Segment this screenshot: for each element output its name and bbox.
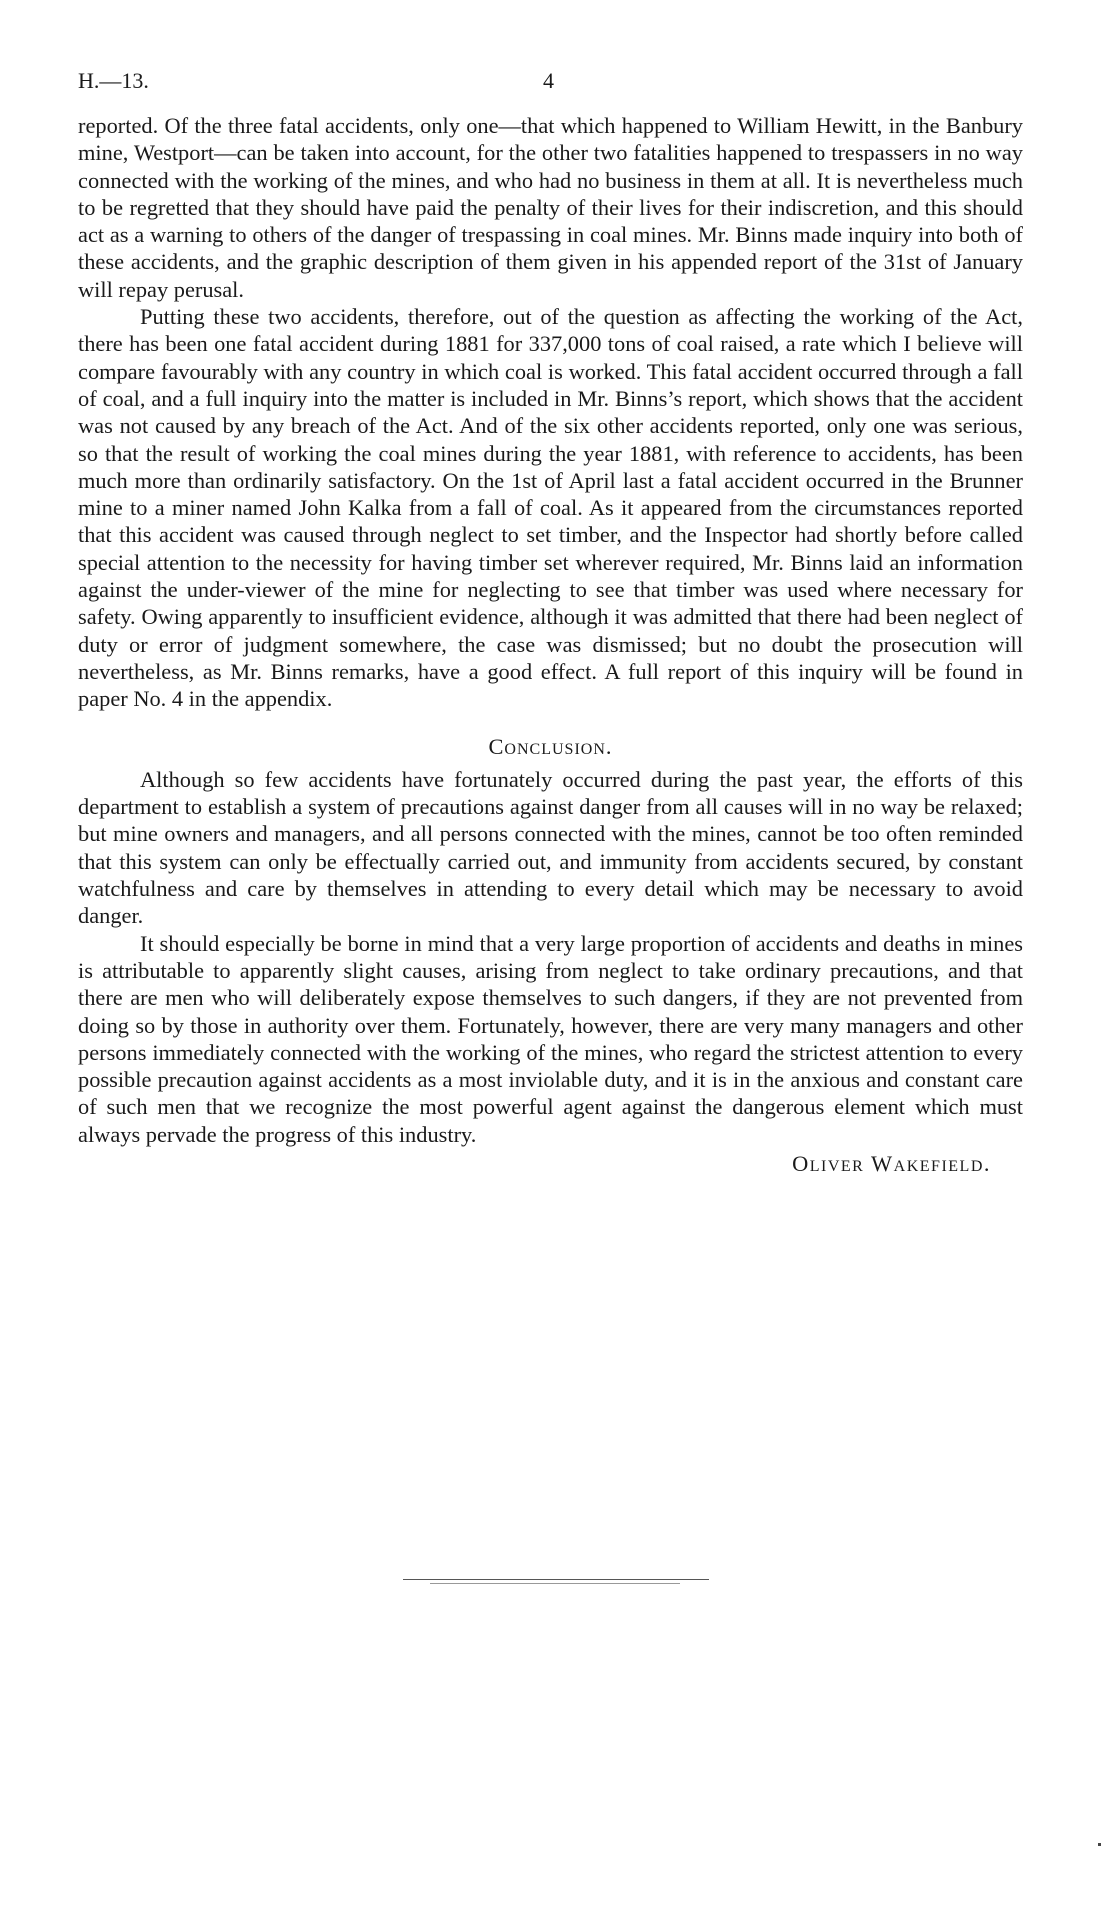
page-header <box>78 68 1023 98</box>
document-reference: H.—13. <box>78 68 149 93</box>
end-rule <box>403 1579 709 1580</box>
paragraph-conclusion-1: Although so few accidents have fortunately occurred during the past year, the efforts of this department to establish a system of precautions against danger from all causes will in no way be relaxed; but mine owners and managers, and all persons connected with the mines, cannot be too often reminded that this system can only be effectually carried out, and immunity from accidents secured, by constant watchfulness and care by themselves in attending to every detail which may be necessary to avoid danger. <box>78 766 1023 929</box>
end-rule-secondary <box>430 1583 680 1584</box>
page-number: 4 <box>543 68 554 93</box>
section-heading-conclusion: Conclusion. <box>488 733 613 759</box>
paragraph-conclusion-2: It should especially be borne in mind that a very large proportion of accidents and deaths in mines is attributable to apparently slight causes, arising from neglect to take ordinary precautions, and that there are men who will deliberately expose themselves to such dangers, if they are not prevented from doing so by those in authority over them. Fortunately, however, there are very many managers and other persons immediately connected with the working of the mines, who regard the strictest attention to every possible precaution against accidents as a most inviolable duty, and it is in the anxious and constant care of such men that we recognize the most powerful agent against the dangerous element which must always pervade the progress of this industry. <box>78 930 1023 1147</box>
paragraph-fatal-accidents: Putting these two accidents, therefore, out of the question as affecting the working of the Act, there has been one fatal accident during 1881 for 337,000 tons of coal raised, a rate which I believe will compare favourably with any country in which coal is worked. This fatal accident occurred through a fall of coal, and a full inquiry into the matter is included in Mr. Binns’s report, which shows that the accident was not caused by any breach of the Act. And of the six other accidents reported, only one was serious, so that the result of working the coal mines during the year 1881, with reference to accidents, has been much more than ordinarily satisfactory. On the 1st of April last a fatal accident occurred in the Brunner mine to a miner named John Kalka from a fall of coal. As it appeared from the circumstances reported that this accident was caused through neglect to set timber, and the Inspector had shortly before called special attention to the necessity for having timber set wherever required, Mr. Binns laid an information against the under-viewer of the mine for neglecting to see that timber was used where necessary for safety. Owing apparently to insufficient evidence, although it was admitted that there had been neglect of duty or error of judgment somewhere, the case was dismissed; but no doubt the prosecution will nevertheless, as Mr. Binns remarks, have a good effect. A full report of this inquiry will be found in paper No. 4 in the appendix. <box>78 304 1023 712</box>
paragraph-continued: reported. Of the three fatal accidents, only one—that which happened to William Hewitt, in the Banbury mine, Westport—can be taken into account, for the other two fatalities happened to trespassers in no way connected with the working of the mines, and who had no business in them at all. It is nevertheless much to be regretted that they should have paid the penalty of their lives for their indiscretion, and this should act as a warning to others of the danger of trespassing in coal mines. Mr. Binns made inquiry into both of these accidents, and the graphic description of them given in his appended report of the 31st of January will repay perusal. <box>78 113 1023 302</box>
author-signature: Oliver Wakefield. <box>792 1150 991 1176</box>
print-speck <box>1098 1843 1101 1846</box>
report-body <box>78 112 1023 1177</box>
